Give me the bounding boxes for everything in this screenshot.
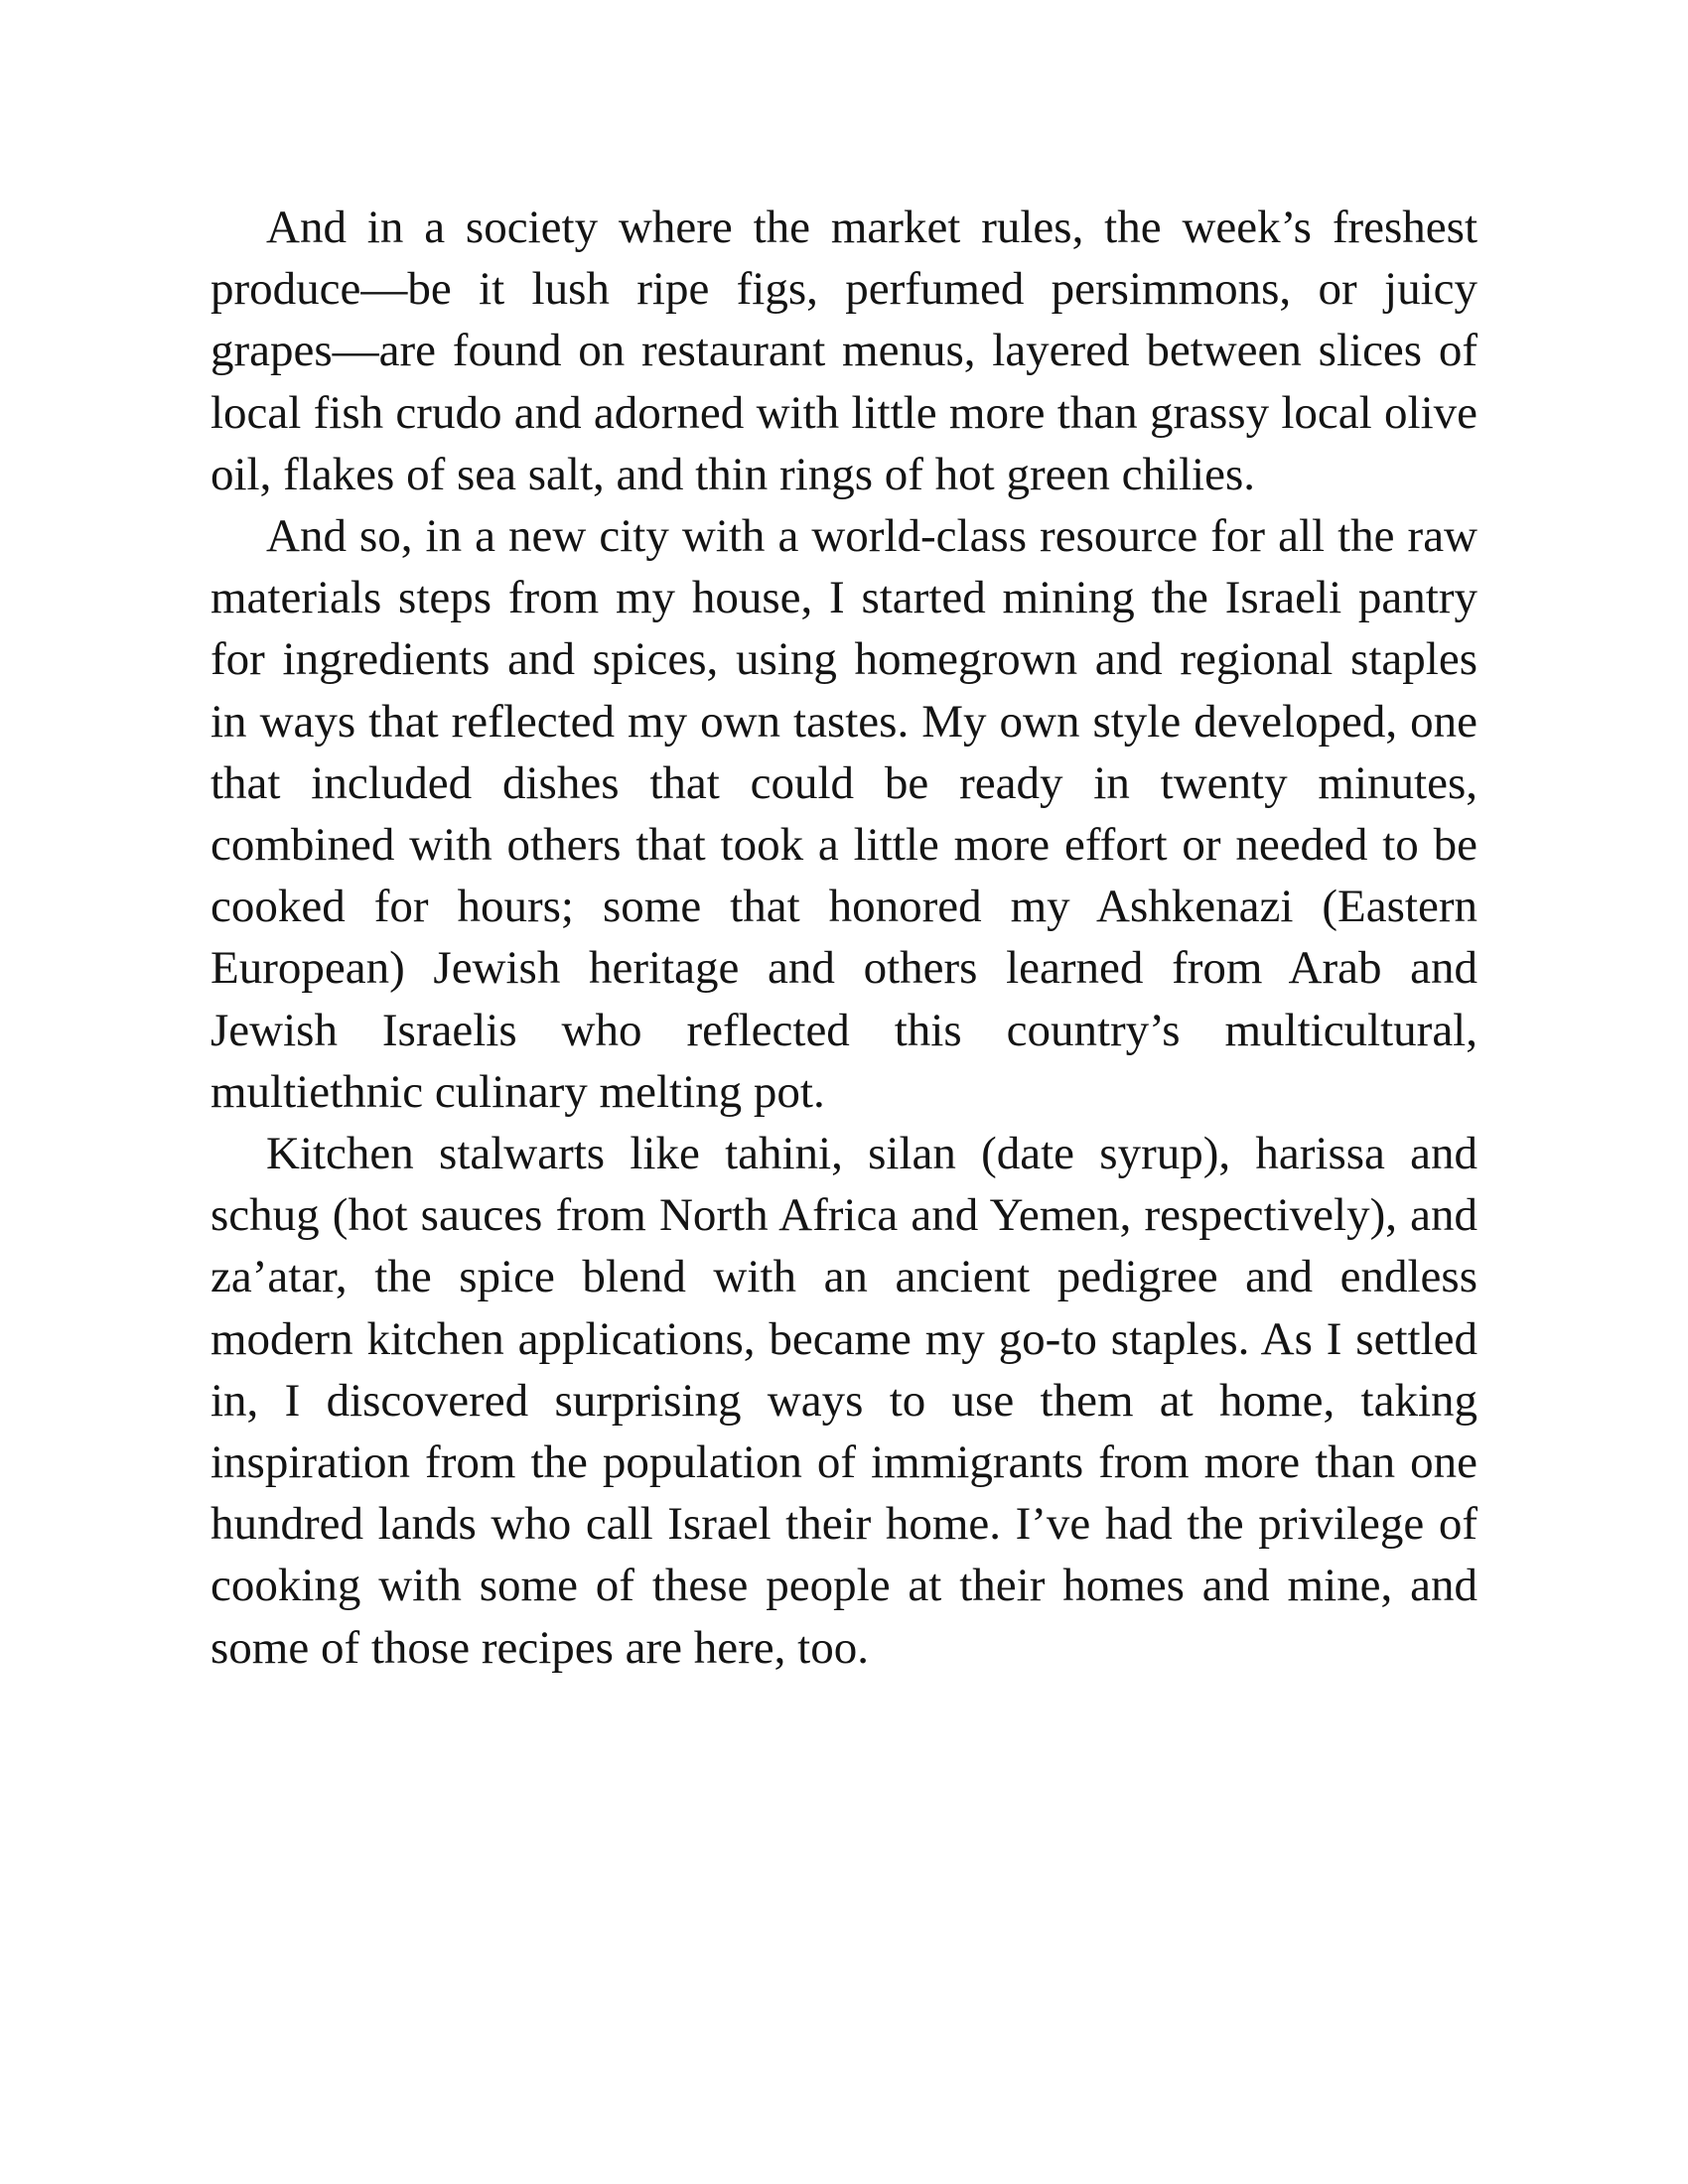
paragraph-israeli-pantry: And so, in a new city with a world-class resource for all the raw materials steps from my house, I started mining the Israeli pantry for ingredients and spices, using homegrown and regional staples in ways that reflected my own tastes. My own style developed, one that included dishes that could be ready in twenty minutes, combined with others that took a little more effort or needed to be cooked for hours; some that honored my Ashkenazi (Eastern European) Jewish heritage and others learned from Arab and Jewish Israelis who reflected this country’s multicultural, multiethnic culinary melting pot. — [211, 510, 1477, 1118]
paragraph-market-produce: And in a society where the market rules, the week’s freshest produce—be it lush ripe figs, perfumed persimmons, or juicy grapes—are found on restaurant menus, layered between slices of local fish crudo and adorned with little more than grassy local olive oil, flakes of sea salt, and thin rings of hot green chilies. — [211, 202, 1477, 500]
paragraph-kitchen-stalwarts: Kitchen stalwarts like tahini, silan (date syrup), harissa and schug (hot sauces from North Africa and Yemen, respectively), and za’atar, the spice blend with an ancient pedigree and endless modern kitchen applications, became my go-to staples. As I settled in, I discovered surprising ways to use them at home, taking inspiration from the population of immigrants from more than one hundred lands who call Israel their home. I’ve had the privilege of cooking with some of these people at their homes and mine, and some of those recipes are here, too. — [211, 1128, 1477, 1674]
page-body — [211, 197, 1477, 1679]
